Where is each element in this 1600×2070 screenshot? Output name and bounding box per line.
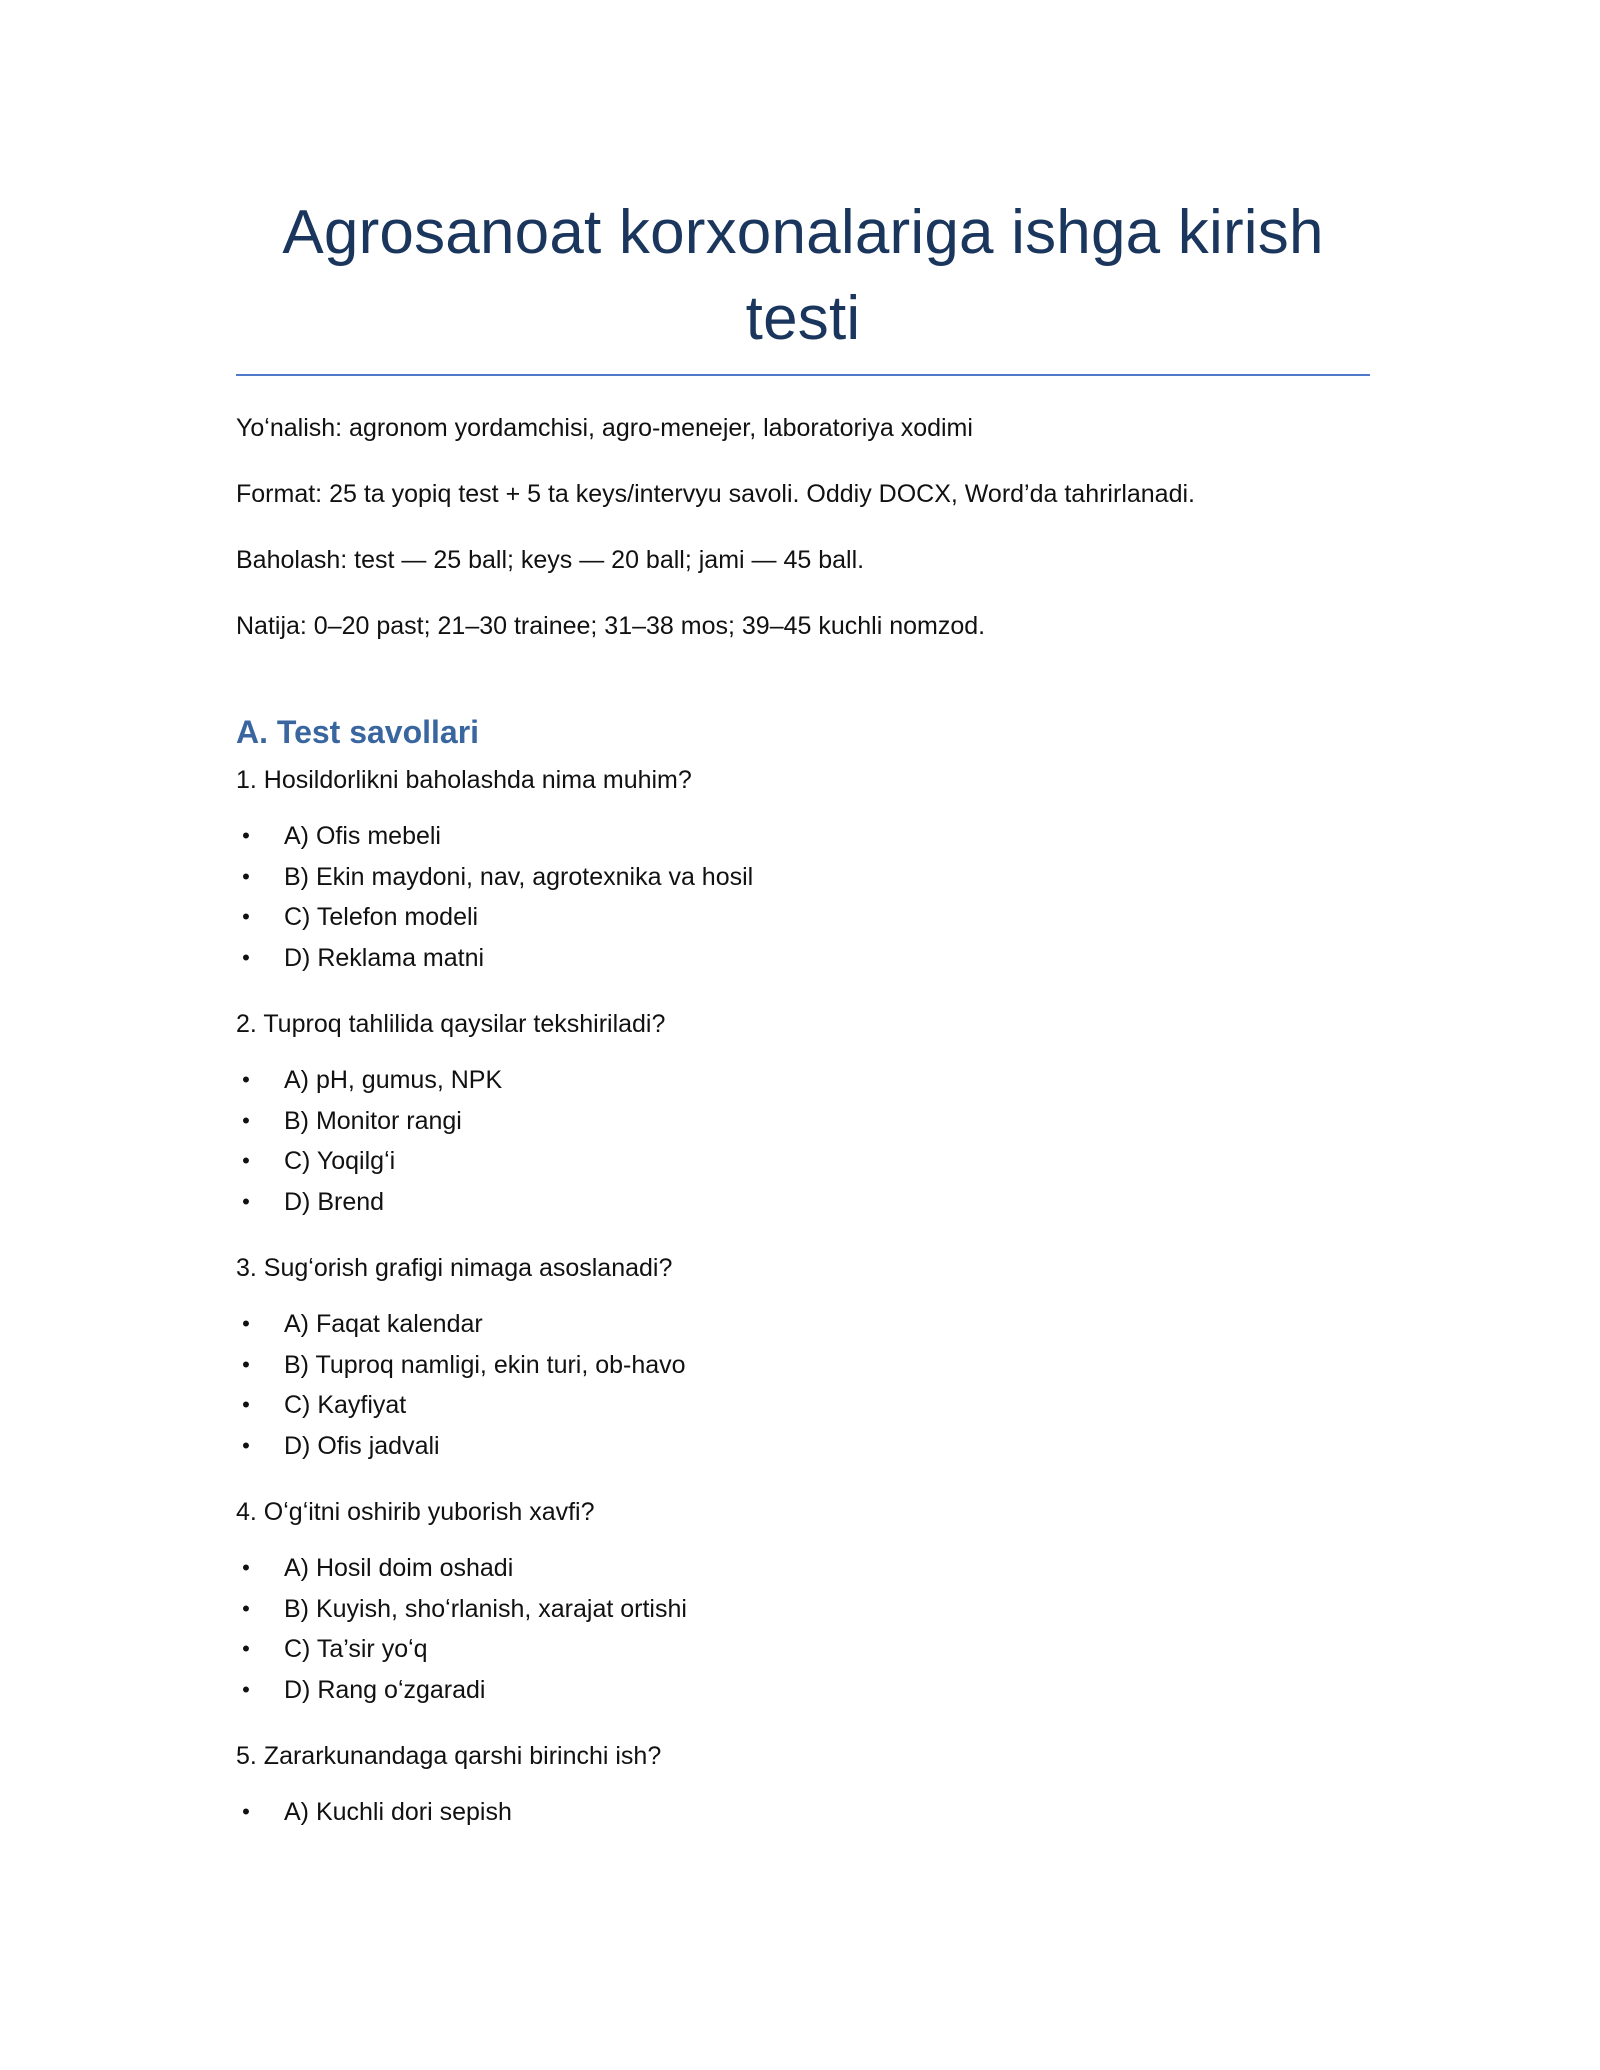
answer-option-text: C) Kayfiyat bbox=[284, 1391, 407, 1419]
question-2 bbox=[236, 1008, 1370, 1222]
answer-option bbox=[236, 1792, 1370, 1833]
answer-option bbox=[236, 1548, 1370, 1589]
answer-option bbox=[236, 1060, 1370, 1101]
answer-option-text: A) Hosil doim oshadi bbox=[284, 1554, 514, 1582]
answer-option bbox=[236, 1670, 1370, 1711]
section-heading-tests: A. Test savollari bbox=[236, 714, 480, 750]
answer-option bbox=[236, 1345, 1370, 1386]
bullet-icon: • bbox=[242, 1392, 250, 1417]
answer-option bbox=[236, 1426, 1370, 1467]
document-title: Agrosanoat korxonalariga ishga kirish testi bbox=[282, 198, 1324, 353]
meta-result: Natija: 0–20 past; 21–30 trainee; 31–38 mos; 39–45 kuchli nomzod. bbox=[236, 612, 986, 640]
answer-option-text: D) Brend bbox=[284, 1187, 385, 1216]
bullet-icon: • bbox=[242, 1311, 250, 1336]
meta-format: Format: 25 ta yopiq test + 5 ta keys/intervyu savoli. Oddiy DOCX, Word’da tahrirlanadi. bbox=[236, 480, 1195, 508]
bullet-icon: • bbox=[242, 1107, 250, 1133]
answer-options bbox=[236, 1060, 1370, 1222]
bullet-icon: • bbox=[242, 1555, 250, 1580]
question-text: 2. Tuproq tahlilida qaysilar tekshiriladi? bbox=[236, 1010, 666, 1038]
answer-option-text: A) pH, gumus, NPK bbox=[284, 1066, 503, 1094]
question-4 bbox=[236, 1496, 1370, 1710]
answer-option-text: C) Telefon modeli bbox=[284, 903, 479, 931]
bullet-icon: • bbox=[242, 1351, 250, 1377]
bullet-icon: • bbox=[242, 1676, 250, 1702]
bullet-icon: • bbox=[242, 1148, 250, 1173]
question-3 bbox=[236, 1252, 1370, 1466]
bullet-icon: • bbox=[242, 944, 250, 970]
answer-option-text: A) Ofis mebeli bbox=[284, 822, 441, 850]
answer-option-text: D) Ofis jadvali bbox=[284, 1431, 440, 1460]
answer-options bbox=[236, 1304, 1370, 1466]
answer-option bbox=[236, 897, 1370, 938]
answer-options bbox=[236, 1548, 1370, 1710]
answer-option bbox=[236, 857, 1370, 898]
bullet-icon: • bbox=[242, 1188, 250, 1214]
answer-option-text: A) Kuchli dori sepish bbox=[284, 1798, 512, 1826]
answer-option-text: B) Tuproq namligi, ekin turi, ob-havo bbox=[284, 1350, 686, 1379]
title-divider bbox=[236, 374, 1370, 376]
answer-option bbox=[236, 1589, 1370, 1630]
bullet-icon: • bbox=[242, 1067, 250, 1092]
bullet-icon: • bbox=[242, 904, 250, 929]
bullet-icon: • bbox=[242, 1432, 250, 1458]
answer-options bbox=[236, 1792, 1370, 1833]
answer-option-text: C) Ta’sir yoʻq bbox=[284, 1635, 428, 1663]
bullet-icon: • bbox=[242, 863, 250, 889]
document-page bbox=[236, 190, 1370, 1863]
meta-direction: Yoʻnalish: agronom yordamchisi, agro-menejer, laboratoriya xodimi bbox=[236, 414, 973, 442]
question-text: 5. Zararkunandaga qarshi birinchi ish? bbox=[236, 1742, 662, 1770]
answer-option bbox=[236, 1304, 1370, 1345]
bullet-icon: • bbox=[242, 1799, 250, 1824]
question-text: 3. Sugʻorish grafigi nimaga asoslanadi? bbox=[236, 1254, 673, 1282]
answer-option-text: C) Yoqilgʻi bbox=[284, 1147, 396, 1175]
answer-option bbox=[236, 938, 1370, 979]
answer-option-text: A) Faqat kalendar bbox=[284, 1310, 483, 1338]
bullet-icon: • bbox=[242, 1595, 250, 1621]
question-text: 4. Oʻgʻitni oshirib yuborish xavfi? bbox=[236, 1498, 595, 1526]
answer-option bbox=[236, 1101, 1370, 1142]
answer-option-text: B) Monitor rangi bbox=[284, 1106, 462, 1135]
answer-option-text: B) Kuyish, shoʻrlanish, xarajat ortishi bbox=[284, 1594, 687, 1623]
question-5 bbox=[236, 1740, 1370, 1833]
bullet-icon: • bbox=[242, 1636, 250, 1661]
answer-option bbox=[236, 1182, 1370, 1223]
bullet-icon: • bbox=[242, 823, 250, 848]
answer-option bbox=[236, 1385, 1370, 1426]
answer-options bbox=[236, 816, 1370, 978]
question-1 bbox=[236, 764, 1370, 978]
answer-option-text: B) Ekin maydoni, nav, agrotexnika va hosil bbox=[284, 862, 754, 891]
question-text: 1. Hosildorlikni baholashda nima muhim? bbox=[236, 766, 692, 794]
answer-option-text: D) Reklama matni bbox=[284, 943, 485, 972]
answer-option bbox=[236, 1141, 1370, 1182]
meta-scoring: Baholash: test — 25 ball; keys — 20 ball; jami — 45 ball. bbox=[236, 546, 865, 574]
answer-option bbox=[236, 1629, 1370, 1670]
answer-option-text: D) Rang oʻzgaradi bbox=[284, 1675, 486, 1704]
answer-option bbox=[236, 816, 1370, 857]
